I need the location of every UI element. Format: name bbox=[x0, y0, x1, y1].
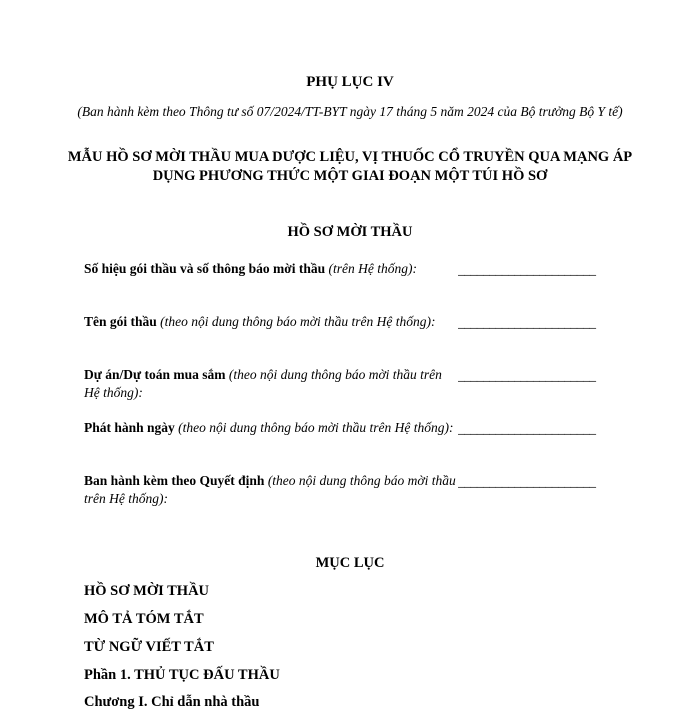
appendix-heading: PHỤ LỤC IV bbox=[306, 74, 394, 90]
field-label-text: Số hiệu gói thầu và số thông báo mời thầu bbox=[84, 261, 326, 276]
field-note: (theo nội dung thông báo mời thầu trên Hệ thống): bbox=[84, 367, 442, 400]
field-note: (trên Hệ thống): bbox=[328, 261, 418, 276]
field-label bbox=[84, 313, 456, 331]
fill-in-blank: ______________________ bbox=[458, 369, 596, 383]
fill-in-blank: ______________________ bbox=[458, 422, 596, 436]
field-note: (theo nội dung thông báo mời thầu trên Hệ thống): bbox=[160, 314, 436, 329]
toc-item[interactable]: MÔ TẢ TÓM TẮT bbox=[84, 611, 204, 627]
field-label-text: Ban hành kèm theo Quyết định bbox=[84, 473, 265, 488]
issued-note: (Ban hành kèm theo Thông tư số 07/2024/TT-BYT ngày 17 tháng 5 năm 2024 của Bộ trưởng Bộ Y tế) bbox=[77, 104, 623, 119]
toc-item[interactable]: TỪ NGỮ VIẾT TẮT bbox=[84, 639, 214, 655]
field-label bbox=[84, 366, 456, 402]
document-title: MẪU HỒ SƠ MỜI THẦU MUA DƯỢC LIỆU, VỊ THUỐC CỔ TRUYỀN QUA MẠNG ÁP DỤNG PHƯƠNG THỨC MỘT GIAI ĐOẠN MỘT TÚI HỒ SƠ bbox=[67, 149, 633, 184]
field-note: (theo nội dung thông báo mời thầu trên Hệ thống): bbox=[178, 420, 454, 435]
toc-title: MỤC LỤC bbox=[315, 555, 385, 571]
field-label-text: Phát hành ngày bbox=[84, 420, 175, 435]
toc-item[interactable]: HỒ SƠ MỜI THẦU bbox=[84, 583, 210, 599]
field-label bbox=[84, 419, 456, 437]
toc-item[interactable]: Chương I. Chỉ dẫn nhà thầu bbox=[84, 694, 260, 710]
field-label-text: Dự án/Dự toán mua sắm bbox=[84, 367, 226, 382]
section-title: HỒ SƠ MỜI THẦU bbox=[287, 224, 413, 240]
field-label bbox=[84, 260, 456, 278]
fill-in-blank: ______________________ bbox=[458, 475, 596, 489]
field-note: (theo nội dung thông báo mời thầu trên Hệ thống): bbox=[84, 473, 456, 506]
fill-in-blank: ______________________ bbox=[458, 316, 596, 330]
fill-in-blank: ______________________ bbox=[458, 263, 596, 277]
field-label bbox=[84, 472, 456, 508]
toc-item[interactable]: Phần 1. THỦ TỤC ĐẤU THẦU bbox=[84, 667, 280, 683]
field-label-text: Tên gói thầu bbox=[84, 314, 157, 329]
